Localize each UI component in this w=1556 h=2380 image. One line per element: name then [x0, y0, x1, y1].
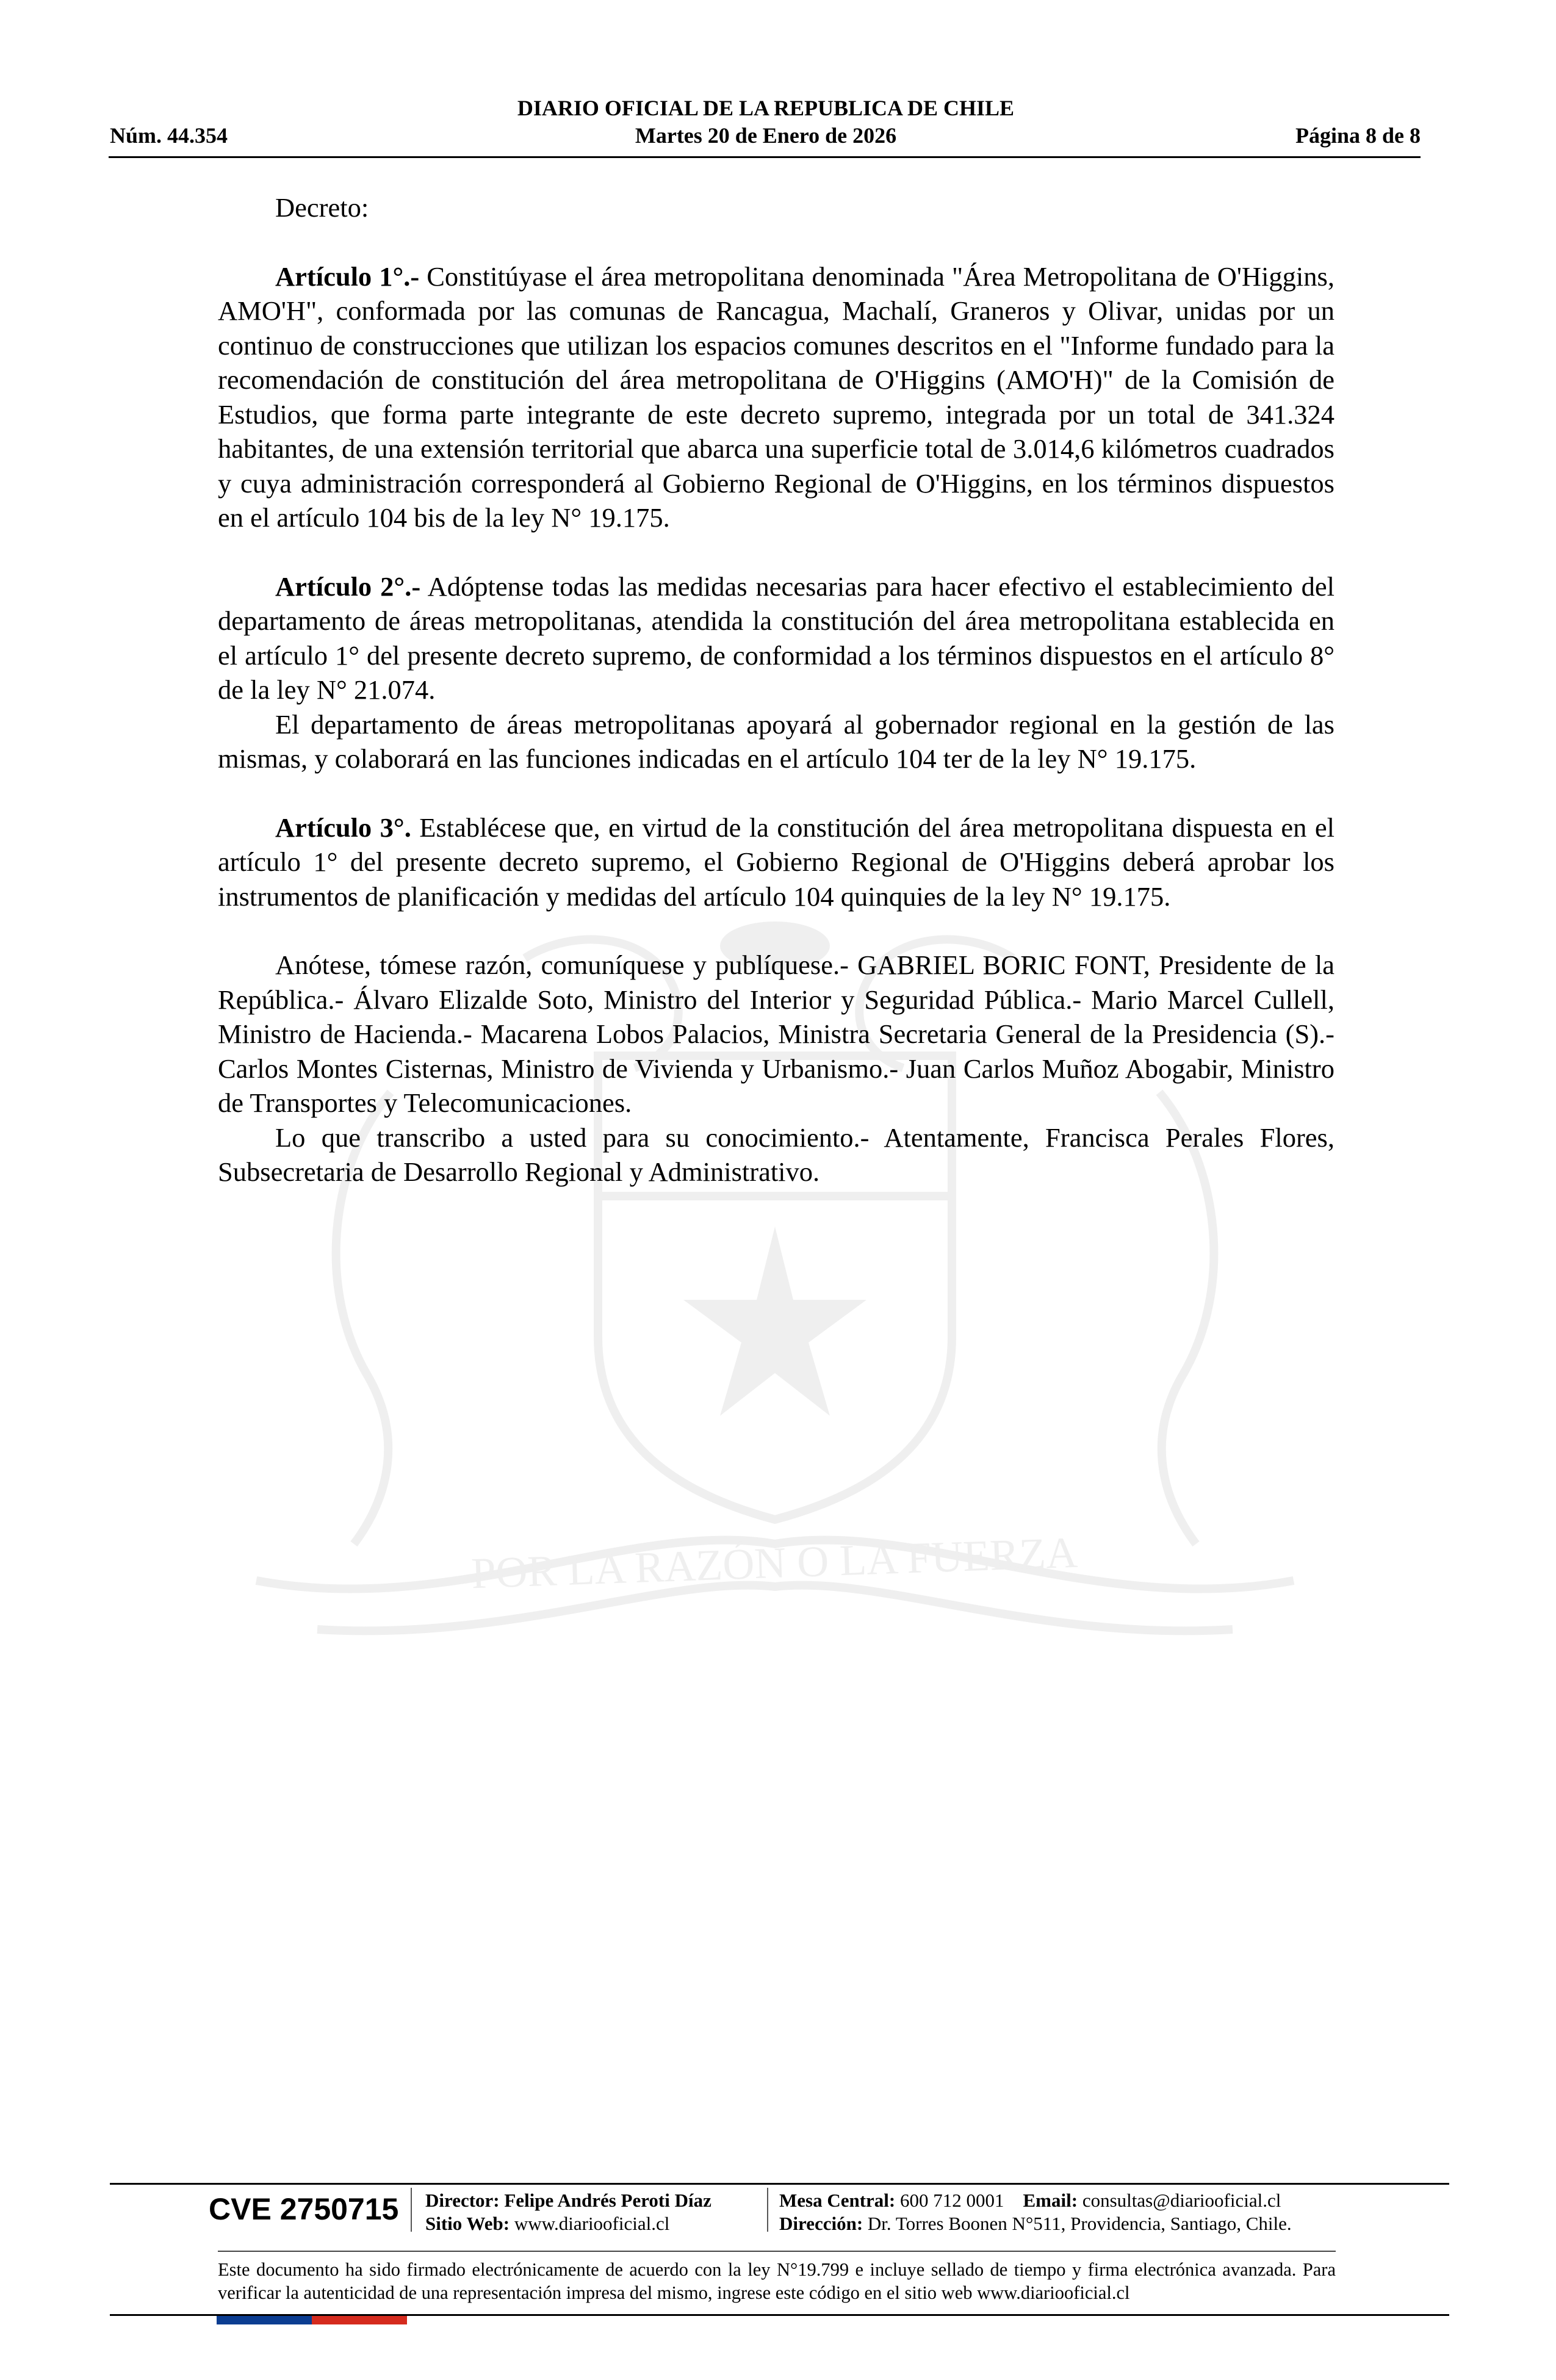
address-label: Dirección:: [779, 2213, 863, 2234]
flag-segment: [264, 2316, 312, 2324]
article-2-text: Adóptense todas las medidas necesarias para hacer efectivo el establecimiento del departamento de áreas metropolitanas, atendida la constitución del área metropolitana establecida en el artículo 1° del presente decreto supremo, de conformidad a los términos dispuestos en el artículo 8° de la ley N° 21.074.: [218, 571, 1334, 705]
cve-code: CVE 2750715: [209, 2192, 399, 2226]
decree-body: [218, 190, 1334, 1189]
flag-color-bar: [217, 2316, 407, 2324]
website-link[interactable]: www.diariooficial.cl: [510, 2213, 670, 2234]
article-1-label: Artículo 1°.-: [275, 261, 420, 292]
director-info: [425, 2189, 711, 2212]
article-2: [218, 569, 1334, 707]
address-info: [779, 2212, 1292, 2235]
contact-info: [779, 2189, 1281, 2212]
footer-separator: [767, 2188, 768, 2232]
footer-middle-divider: [218, 2251, 1336, 2252]
flag-segment: [312, 2316, 359, 2324]
article-3: [218, 810, 1334, 914]
footer-separator: [411, 2188, 412, 2232]
flag-segment: [217, 2316, 264, 2324]
article-2-paragraph-2: El departamento de áreas metropolitanas apoyará al gobernador regional en la gestión de las mismas, y colaborará en las funciones indicadas en el artículo 104 ter de la ley N° 19.175.: [218, 709, 1334, 774]
transcription-note: Lo que transcribo a usted para su conocimiento.- Atentamente, Francisca Perales Flores, Subsecretaria de Desarrollo Regional y Administrativo.: [218, 1122, 1334, 1187]
article-2-label: Artículo 2°.-: [275, 571, 421, 602]
website-label: Sitio Web:: [425, 2213, 510, 2234]
article-3-label: Artículo 3°.: [275, 812, 411, 843]
watermark-motto: POR LA RAZÓN O LA FUERZA: [470, 1527, 1079, 1598]
newspaper-title: DIARIO OFICIAL DE LA REPUBLICA DE CHILE: [517, 96, 1015, 120]
legal-notice: Este documento ha sido firmado electrónicamente de acuerdo con la ley N°19.799 e incluye sellado de tiempo y firma electrónica avanzada. Para verificar la autenticidad de una representación impresa del mismo, ingrese este código en el sitio web www.diariooficial.cl: [218, 2259, 1336, 2303]
decreto-label: Decreto:: [275, 192, 369, 223]
issue-number: Núm. 44.354: [110, 123, 228, 148]
mesa-phone: 600 712 0001: [895, 2190, 1004, 2211]
website-info: [425, 2212, 669, 2235]
flag-segment: [359, 2316, 407, 2324]
director-label: Director:: [425, 2190, 500, 2211]
page-indicator: Página 8 de 8: [1295, 123, 1421, 148]
article-1-text: Constitúyase el área metropolitana denominada "Área Metropolitana de O'Higgins, AMO'H", conformada por las comunas de Rancagua, Machalí, Graneros y Olivar, unidas por un continuo de construcciones que utilizan los espacios comunes descritos en el "Informe fundado para la recomendación de constitución del área metropolitana de O'Higgins (AMO'H)" de la Comisión de Estudios, que forma parte integrante de este decreto supremo, integrada por un total de 341.324 habitantes, de una extensión territorial que abarca una superficie total de 3.014,6 kilómetros cuadrados y cuya administración corresponderá al Gobierno Regional de O'Higgins, en los términos dispuestos en el artículo 104 bis de la ley N° 19.175.: [218, 261, 1334, 533]
header-divider: [109, 156, 1421, 158]
issue-date: Martes 20 de Enero de 2026: [635, 123, 897, 148]
footer-top-divider: [110, 2183, 1449, 2185]
article-1: [218, 259, 1334, 535]
closing-signatures: Anótese, tómese razón, comuníquese y publíquese.- GABRIEL BORIC FONT, Presidente de la República.- Álvaro Elizalde Soto, Ministro del Interior y Seguridad Pública.- Mario Marcel Cullell, Ministro de Hacienda.- Macarena Lobos Palacios, Ministra Secretaria General de la Presidencia (S).- Carlos Montes Cisternas, Ministro de Vivienda y Urbanismo.- Juan Carlos Muñoz Abogabir, Ministro de Transportes y Telecomunicaciones.: [218, 950, 1334, 1118]
article-3-text: Establécese que, en virtud de la constitución del área metropolitana dispuesta en el artículo 1° del presente decreto supremo, el Gobierno Regional de O'Higgins deberá aprobar los instrumentos de planificación y medidas del artículo 104 quinquies de la ley N° 19.175.: [218, 812, 1334, 912]
email-link[interactable]: consultas@diariooficial.cl: [1078, 2190, 1281, 2211]
address-value: Dr. Torres Boonen N°511, Providencia, Santiago, Chile.: [863, 2213, 1292, 2234]
director-name: Felipe Andrés Peroti Díaz: [499, 2190, 711, 2211]
email-label: Email:: [1023, 2190, 1078, 2211]
mesa-label: Mesa Central:: [779, 2190, 896, 2211]
